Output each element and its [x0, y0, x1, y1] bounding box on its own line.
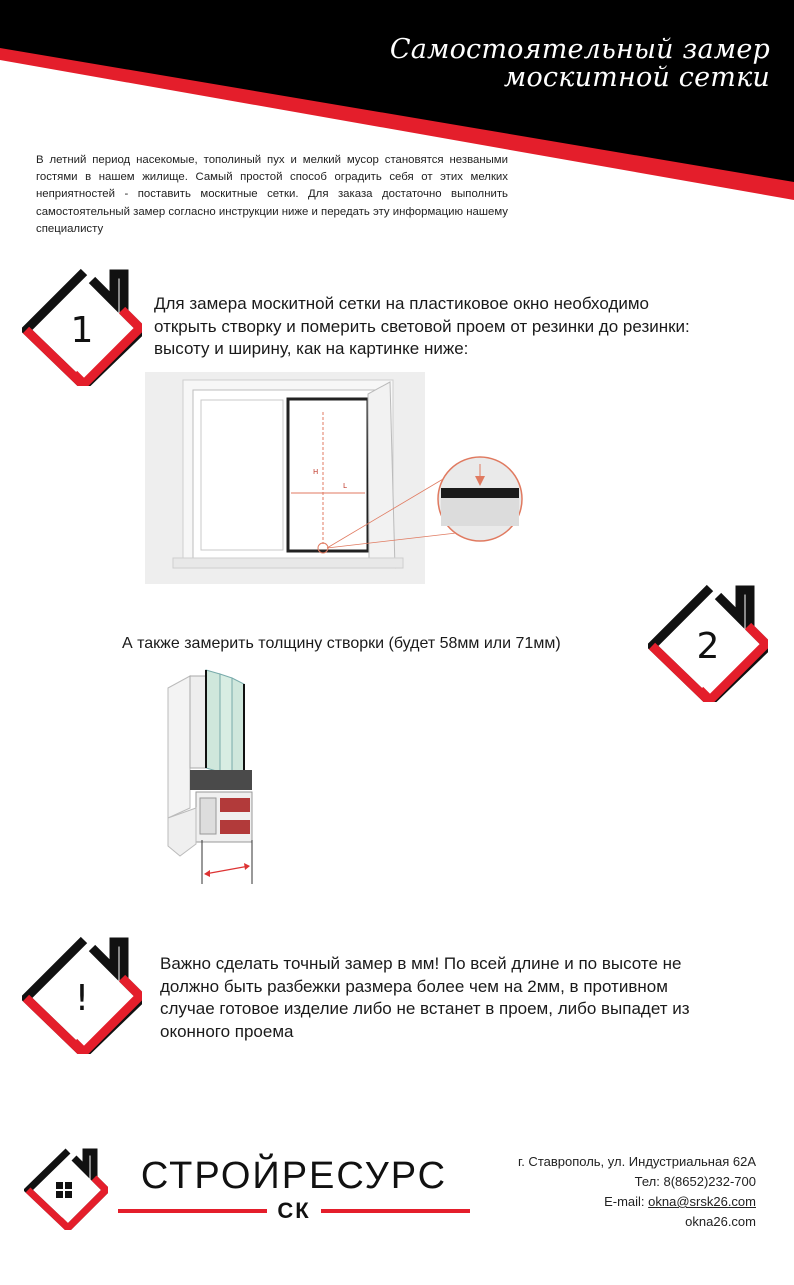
brand-name: СТРОЙРЕСУРС [140, 1155, 448, 1197]
title-line-1: Самостоятельный замер [389, 34, 770, 65]
step-1-badge [22, 266, 142, 386]
profile-cross-section [160, 668, 270, 886]
phone: Тел: 8(8652)232-700 [634, 1174, 756, 1189]
website-link[interactable]: okna26.com [685, 1214, 756, 1229]
warning-mark: ! [74, 977, 90, 1019]
page-title [390, 36, 770, 92]
step-1-text: Для замера москитной сетки на пластиковое окно необходимо открыть створку и померить световой проем от резинки до резинки: высоту и ширину, как на картинке ниже: [154, 294, 690, 358]
step-1-number: 1 [70, 309, 94, 351]
warning-text: Важно сделать точный замер в мм! По всей длине и по высоте не должно быть разбежки размера более чем на 2мм, в противном случае готовое изделие либо не встанет в проем, либо выпадет из оконного проема [160, 954, 690, 1041]
intro-paragraph: В летний период насекомые, тополиный пух и мелкий мусор становятся незваными гостями в нашем жилище. Самый простой способ оградить себя от этих мелких неприятностей - поставить москитные сетки. Для заказа достаточно выполнить самостоятельный замер согласно инструкции ниже и передать эту информацию нашему специалисту [36, 154, 508, 235]
step-2-badge [648, 582, 768, 702]
address: г. Ставрополь, ул. Индустриальная 62А [518, 1154, 756, 1169]
email-link[interactable]: okna@srsk26.com [648, 1194, 756, 1209]
contacts-block [518, 1152, 756, 1232]
email-row [518, 1192, 756, 1212]
height-label: H [313, 468, 319, 476]
email-label: E-mail: [604, 1194, 649, 1209]
brand-logo-icon [24, 1146, 108, 1230]
brand-divider-right [321, 1209, 470, 1213]
title-line-2: москитной сетки [503, 62, 770, 93]
brand-divider-left [118, 1209, 267, 1213]
step-2-text: А также замерить толщину створки (будет 58мм или 71мм) [122, 635, 561, 652]
brand-wordmark [118, 1156, 470, 1222]
step-2-number: 2 [696, 625, 720, 667]
warning-badge [22, 934, 142, 1054]
window-diagram [145, 372, 523, 584]
width-label: L [343, 482, 347, 490]
brand-sub: СК [277, 1198, 311, 1223]
